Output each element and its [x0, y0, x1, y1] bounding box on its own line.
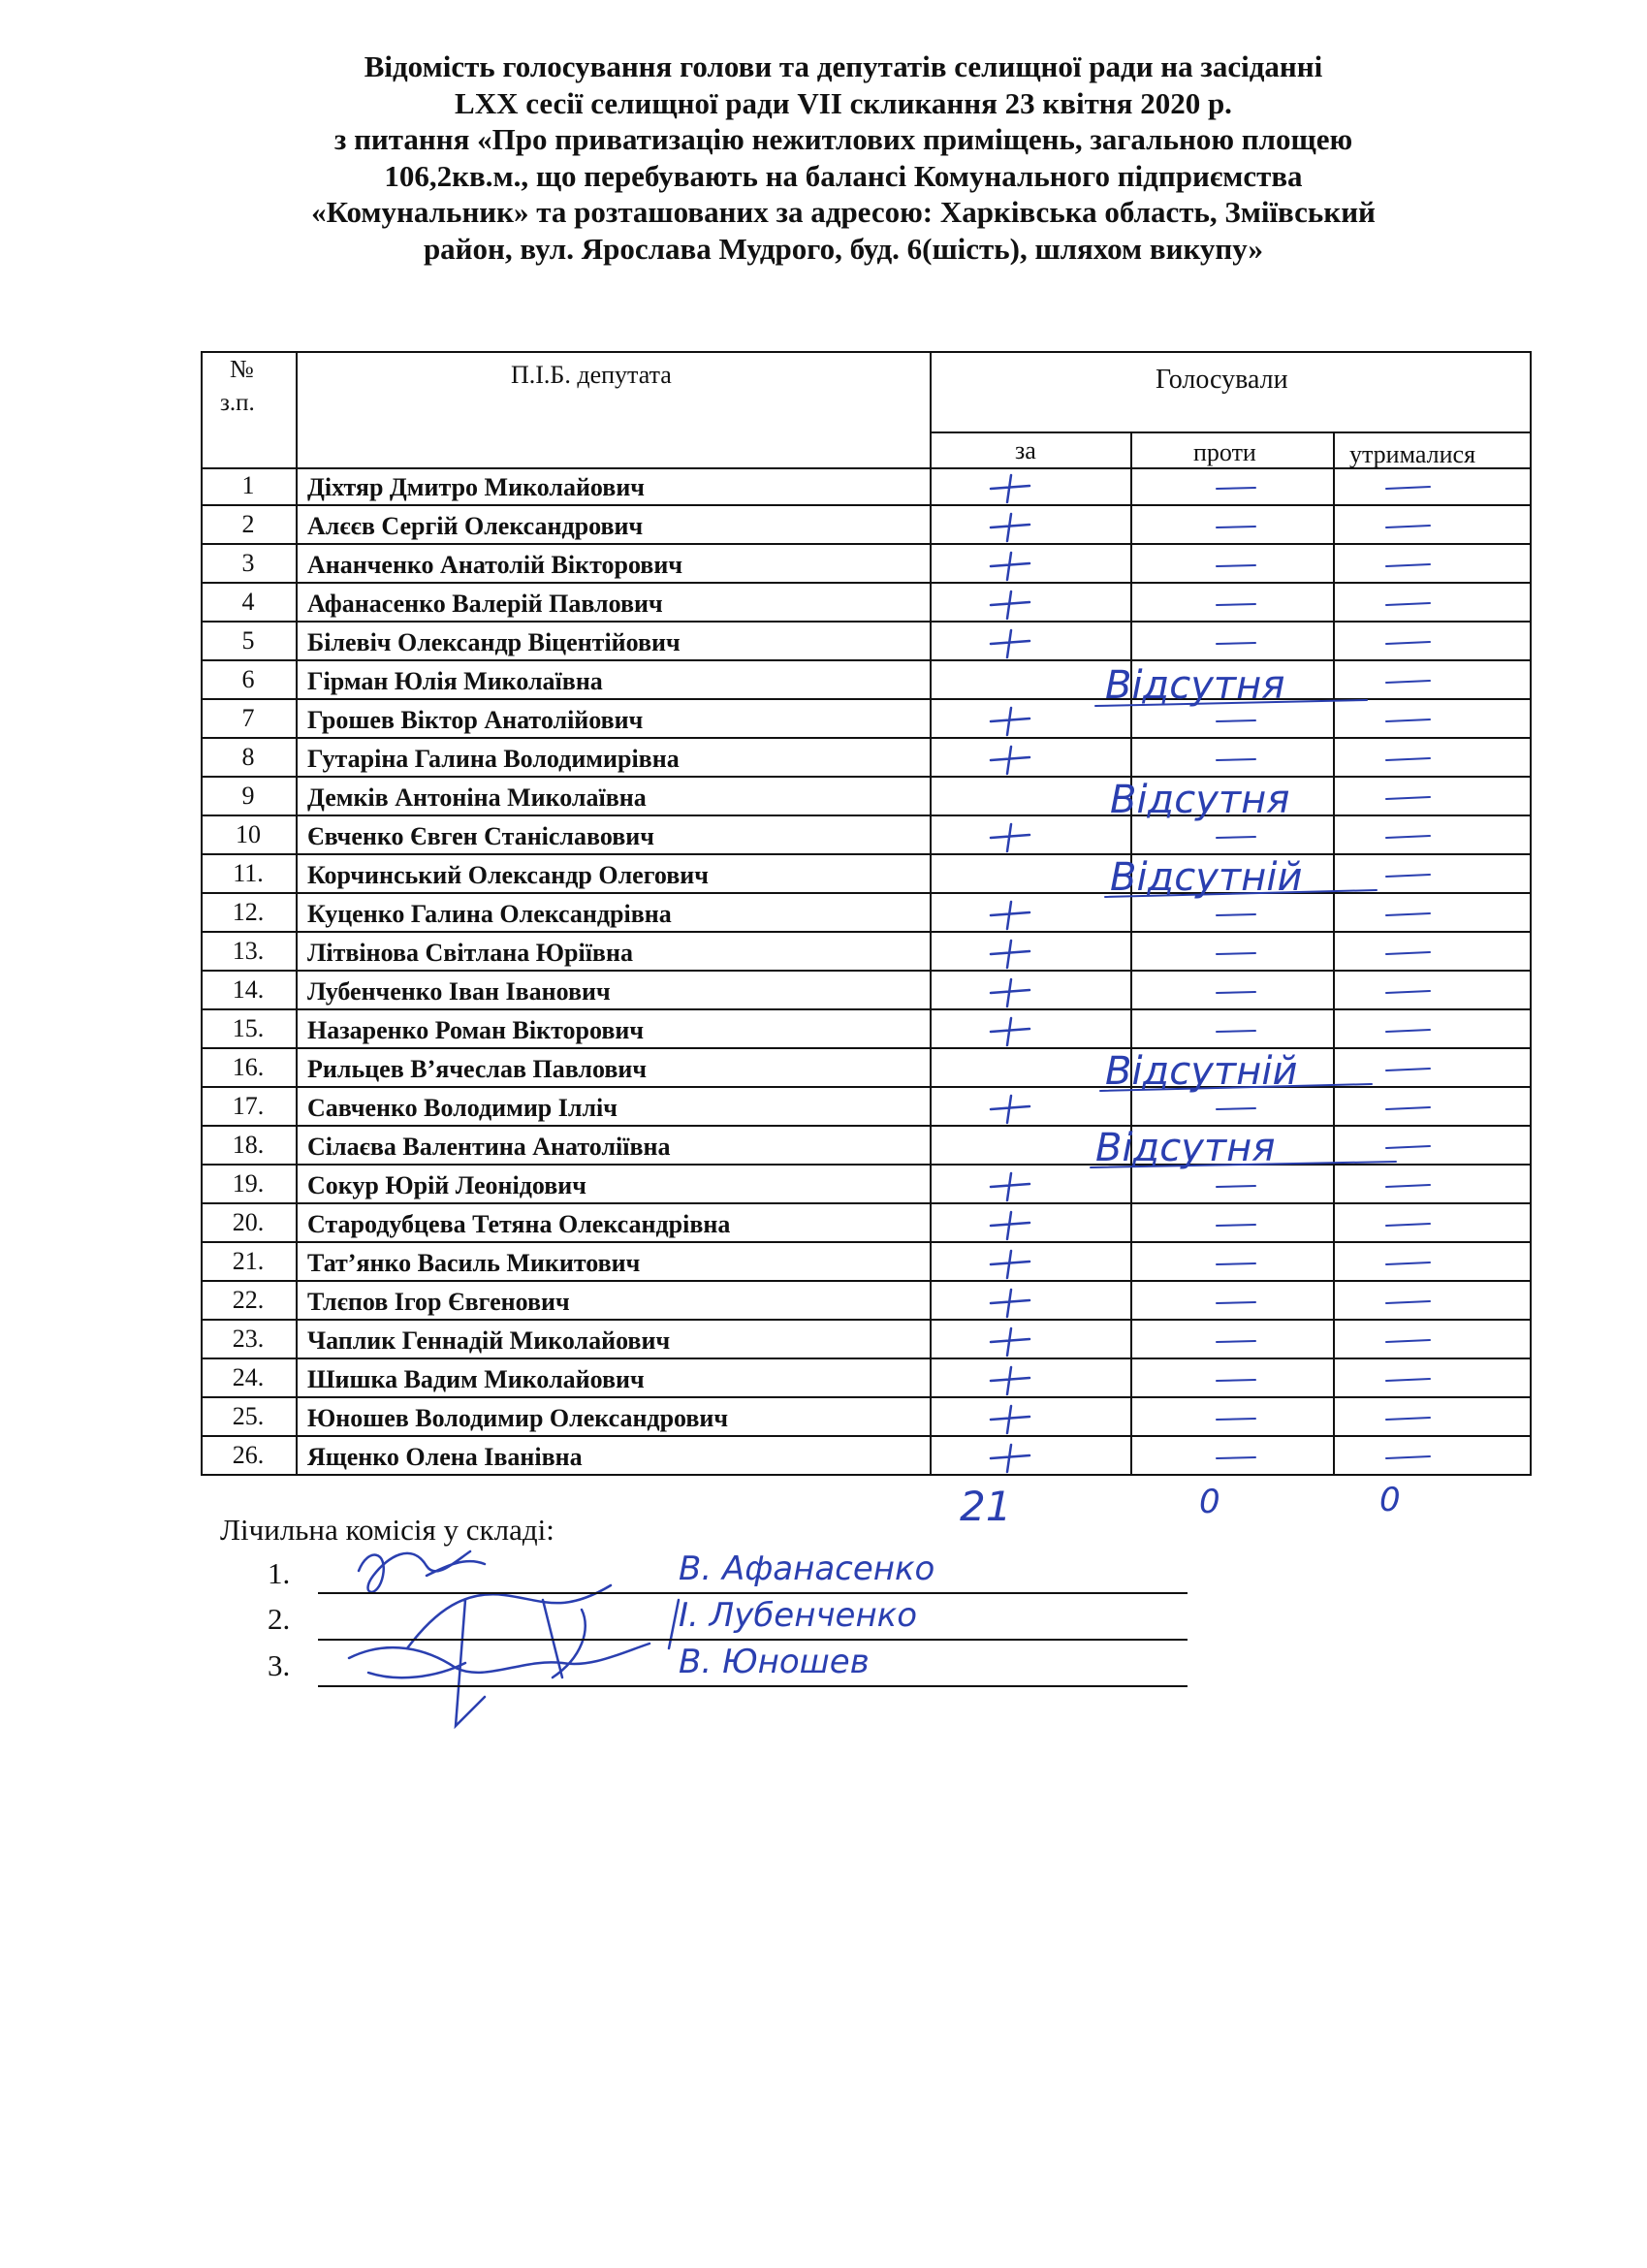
total-against: 0 [1199, 1483, 1220, 1521]
row-number: 21. [232, 1247, 265, 1275]
row-number: 22. [232, 1286, 265, 1314]
row-number: 15. [232, 1014, 265, 1042]
vote-dash-mark [1386, 1224, 1430, 1226]
total-abstained: 0 [1379, 1481, 1401, 1519]
deputy-name: Юношев Володимир Олександрович [307, 1404, 729, 1432]
vote-plus-mark [991, 1328, 1029, 1356]
vote-dash-mark [1386, 913, 1430, 915]
signature-line [318, 1685, 1188, 1687]
deputy-name: Тат’янко Василь Микитович [307, 1249, 641, 1277]
vote-dash-mark [1386, 719, 1430, 721]
title-line: «Комунальник» та розташованих за адресою: Харківська область, Зміївський [311, 195, 1376, 229]
vote-plus-mark [991, 941, 1029, 968]
vote-dash-mark [1217, 604, 1255, 605]
vote-plus-mark [991, 824, 1029, 851]
vote-plus-mark [991, 747, 1029, 774]
vote-dash-mark [1386, 642, 1430, 644]
absent-notes [1091, 663, 1396, 1170]
vote-dash-mark [1386, 1069, 1430, 1070]
vote-plus-mark [991, 475, 1029, 502]
vote-dash-mark [1217, 1031, 1255, 1032]
deputy-name: Сокур Юрій Леонідович [307, 1171, 586, 1199]
header-name: П.І.Б. депутата [511, 361, 672, 389]
row-number: 3 [241, 549, 255, 577]
deputy-name: Чаплик Геннадій Миколайович [307, 1326, 671, 1355]
vote-plus-mark [991, 1445, 1029, 1472]
vote-plus-mark [991, 1406, 1029, 1433]
deputy-name: Діхтяр Дмитро Миколайович [307, 473, 645, 501]
vote-plus-mark [991, 1018, 1029, 1045]
vote-dash-mark [1386, 487, 1430, 489]
commission-num: 3. [268, 1648, 291, 1682]
vote-dash-mark [1217, 1380, 1255, 1381]
row-number: 8 [241, 743, 255, 771]
title-line: Відомість голосування голови та депутатів селищної ради на засіданні [364, 49, 1323, 83]
row-number: 23. [232, 1325, 265, 1353]
vote-plus-mark [991, 708, 1029, 735]
row-number: 10 [236, 820, 261, 848]
row-number: 2 [241, 510, 255, 538]
vote-plus-mark [991, 1251, 1029, 1278]
deputy-name: Літвінова Світлана Юріївна [307, 939, 633, 967]
vote-dash-mark [1217, 914, 1255, 915]
deputy-name: Сілаєва Валентина Анатоліївна [307, 1133, 671, 1161]
deputy-name: Ананченко Анатолій Вікторович [307, 551, 682, 579]
commission-member-name: В. Афанасенко [679, 1549, 935, 1588]
vote-dash-mark [1386, 1107, 1430, 1109]
title-line: з питання «Про приватизацію нежитлових приміщень, загальною площею [333, 122, 1353, 156]
absent-note: Відсутній [1105, 1049, 1298, 1094]
deputy-name: Савченко Володимир Ілліч [307, 1094, 618, 1122]
deputy-name: Стародубцева Тетяна Олександрівна [307, 1210, 731, 1238]
commission-label: Лічильна комісія у складі: [220, 1513, 554, 1547]
deputy-name: Афанасенко Валерій Павлович [307, 590, 663, 618]
row-number: 5 [241, 626, 255, 655]
vote-dash-mark [1217, 953, 1255, 954]
header-voted: Голосували [1156, 365, 1288, 395]
signature-2 [407, 1585, 611, 1726]
vote-dash-mark [1217, 1225, 1255, 1226]
vote-dash-mark [1217, 1341, 1255, 1342]
commission-member-name: І. Лубенченко [679, 1596, 918, 1635]
row-number: 9 [241, 782, 255, 810]
vote-dash-mark [1217, 488, 1255, 489]
deputy-name: Тлєпов Ігор Євгенович [307, 1288, 570, 1316]
vote-marks [991, 475, 1430, 1472]
vote-dash-mark [1386, 1030, 1430, 1032]
vote-dash-mark [1217, 1302, 1255, 1303]
vote-dash-mark [1217, 1457, 1255, 1458]
deputy-name: Демків Антоніна Миколаївна [307, 783, 647, 812]
vote-dash-mark [1386, 1146, 1430, 1148]
vote-dash-mark [1386, 564, 1430, 566]
vote-dash-mark [1386, 952, 1430, 954]
vote-dash-mark [1386, 836, 1430, 838]
vote-dash-mark [1217, 720, 1255, 721]
row-number: 13. [232, 937, 265, 965]
deputy-name: Грошев Віктор Анатолійович [307, 706, 644, 734]
vote-plus-mark [991, 514, 1029, 541]
row-number: 14. [232, 975, 265, 1004]
row-number: 20. [232, 1208, 265, 1236]
title-line: район, вул. Ярослава Мудрого, буд. 6(шість), шляхом викупу» [423, 231, 1264, 266]
vote-plus-mark [991, 979, 1029, 1006]
commission-member-name: В. Юношев [679, 1643, 870, 1681]
vote-dash-mark [1386, 1262, 1430, 1264]
header-num: № [230, 355, 254, 383]
vote-dash-mark [1217, 565, 1255, 566]
vote-dash-mark [1217, 992, 1255, 993]
vote-dash-mark [1217, 1186, 1255, 1187]
deputy-name: Назаренко Роман Вікторович [307, 1016, 645, 1044]
vote-plus-mark [991, 1290, 1029, 1317]
vote-dash-mark [1386, 797, 1430, 799]
vote-plus-mark [991, 553, 1029, 580]
deputy-name: Гутаріна Галина Володимирівна [307, 745, 680, 773]
vote-dash-mark [1386, 1456, 1430, 1458]
row-number: 1 [241, 471, 255, 499]
commission-num: 2. [268, 1602, 291, 1636]
vote-dash-mark [1217, 759, 1255, 760]
vote-plus-mark [991, 591, 1029, 619]
absent-note: Відсутня [1095, 1126, 1276, 1170]
deputy-name: Алєєв Сергій Олександрович [307, 512, 644, 540]
vote-plus-mark [991, 1173, 1029, 1200]
signature-line [318, 1592, 1188, 1594]
absent-note: Відсутній [1110, 855, 1303, 900]
title-line: LXX сесії селищної ради VII скликання 23 квітня 2020 р. [455, 85, 1232, 120]
vote-plus-mark [991, 902, 1029, 929]
vote-dash-mark [1386, 875, 1430, 877]
vote-plus-mark [991, 630, 1029, 657]
vote-dash-mark [1386, 1185, 1430, 1187]
vote-dash-mark [1386, 1379, 1430, 1381]
row-number: 6 [241, 665, 255, 693]
vote-dash-mark [1386, 526, 1430, 527]
signature-1 [359, 1551, 485, 1592]
deputy-name: Ященко Олена Іванівна [307, 1443, 583, 1471]
vote-plus-mark [991, 1096, 1029, 1123]
vote-dash-mark [1217, 1263, 1255, 1264]
row-number: 25. [232, 1402, 265, 1430]
row-number: 18. [232, 1131, 265, 1159]
header-for: за [1015, 436, 1036, 464]
absent-note: Відсутня [1105, 663, 1285, 708]
title-line: 106,2кв.м., що перебувають на балансі Комунального підприємства [384, 158, 1303, 193]
signature-line [318, 1639, 1188, 1641]
row-number: 24. [232, 1363, 265, 1391]
commission-num: 1. [268, 1556, 291, 1590]
row-number: 17. [232, 1092, 265, 1120]
vote-dash-mark [1386, 1301, 1430, 1303]
row-number: 12. [232, 898, 265, 926]
vote-dash-mark [1217, 1419, 1255, 1420]
vote-dash-mark [1386, 603, 1430, 605]
deputy-name: Корчинський Олександр Олегович [307, 861, 709, 889]
vote-dash-mark [1386, 1418, 1430, 1420]
absent-note: Відсутня [1110, 778, 1290, 822]
vote-dash-mark [1217, 643, 1255, 644]
row-number: 19. [232, 1169, 265, 1198]
deputy-name: Гірман Юлія Миколаївна [307, 667, 603, 695]
vote-dash-mark [1386, 1340, 1430, 1342]
header-num-sub: з.п. [220, 390, 255, 416]
row-number: 4 [241, 588, 255, 616]
row-number: 11. [233, 859, 264, 887]
vote-dash-mark [1217, 1108, 1255, 1109]
deputy-name: Рильцев В’ячеслав Павлович [307, 1055, 648, 1083]
deputy-name: Євченко Євген Станіславович [307, 822, 654, 850]
row-number: 26. [232, 1441, 265, 1469]
vote-plus-mark [991, 1367, 1029, 1394]
vote-dash-mark [1386, 758, 1430, 760]
deputy-name: Куценко Галина Олександрівна [307, 900, 672, 928]
header-abstained: утрималися [1349, 440, 1476, 468]
vote-dash-mark [1386, 991, 1430, 993]
vote-dash-mark [1386, 681, 1430, 683]
deputy-name: Шишка Вадим Миколайович [307, 1365, 645, 1393]
total-for: 21 [960, 1483, 1012, 1530]
vote-plus-mark [991, 1212, 1029, 1239]
vote-dash-mark [1217, 837, 1255, 838]
header-against: проти [1193, 438, 1256, 466]
row-number: 16. [232, 1053, 265, 1081]
row-number: 7 [241, 704, 255, 732]
deputy-name: Лубенченко Іван Іванович [307, 977, 611, 1006]
deputy-name: Білевіч Олександр Віцентійович [307, 628, 681, 656]
totals [960, 1481, 1401, 1530]
